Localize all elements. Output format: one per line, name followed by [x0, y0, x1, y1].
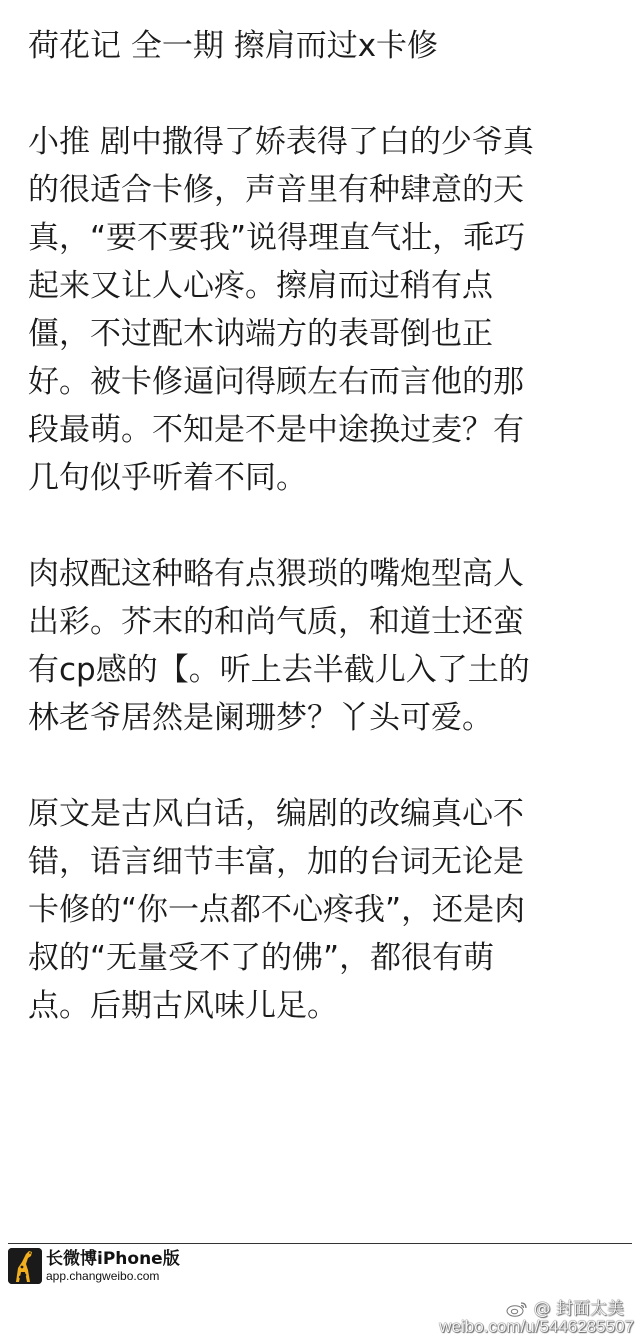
text-line: 小推 剧中撒得了娇表得了白的少爷真 — [28, 124, 534, 160]
text-line: 叔的“无量受不了的佛”，都很有萌 — [28, 940, 495, 976]
weibo-icon — [506, 1301, 528, 1317]
paragraph-2 — [28, 550, 618, 742]
paragraph-gap — [28, 742, 618, 790]
text-line: 好。被卡修逼问得顾左右而言他的那 — [28, 364, 524, 400]
paragraph-gap — [28, 70, 618, 118]
paragraph-1 — [28, 118, 618, 502]
text-line: 几句似乎听着不同。 — [28, 460, 307, 496]
text-line: 的很适合卡修，声音里有种肆意的天 — [28, 172, 524, 208]
text-line: 错，语言细节丰富，加的台词无论是 — [28, 844, 524, 880]
text-line: 有cp感的【。听上去半截儿入了土的 — [28, 652, 530, 688]
text-line: 卡修的“你一点都不心疼我”，还是肉 — [28, 892, 526, 928]
watermark-handle: @ 封面太美 — [533, 1299, 624, 1319]
article — [28, 22, 618, 1030]
paragraph-3 — [28, 790, 618, 1030]
text-line: 段最萌。不知是不是中途换过麦？有 — [28, 412, 524, 448]
text-line: 肉叔配这种略有点猥琐的嘴炮型高人 — [28, 556, 524, 592]
text-line: 点。后期古风味儿足。 — [28, 988, 338, 1024]
footer-url: app.changweibo.com — [46, 1269, 160, 1283]
text-line: 林老爷居然是阑珊梦？丫头可爱。 — [28, 700, 493, 736]
watermark-url: weibo.com/u/5446285507 — [439, 1317, 634, 1336]
text-line: 真，“要不要我”说得理直气壮，乖巧 — [28, 220, 526, 256]
text-line: 起来又让人心疼。擦肩而过稍有点 — [28, 268, 493, 304]
text-line: 原文是古风白话，编剧的改编真心不 — [28, 796, 524, 832]
footer-divider — [8, 1243, 632, 1244]
text-line: 僵，不过配木讷端方的表哥倒也正 — [28, 316, 493, 352]
text-line: 出彩。芥末的和尚气质，和道士还蛮 — [28, 604, 524, 640]
giraffe-icon — [8, 1248, 42, 1284]
watermark-handle-row — [506, 1300, 624, 1318]
article-title: 荷花记 全一期 擦肩而过x卡修 — [28, 28, 439, 64]
footer-brand: 长微博iPhone版 — [46, 1249, 180, 1269]
paragraph-gap — [28, 502, 618, 550]
